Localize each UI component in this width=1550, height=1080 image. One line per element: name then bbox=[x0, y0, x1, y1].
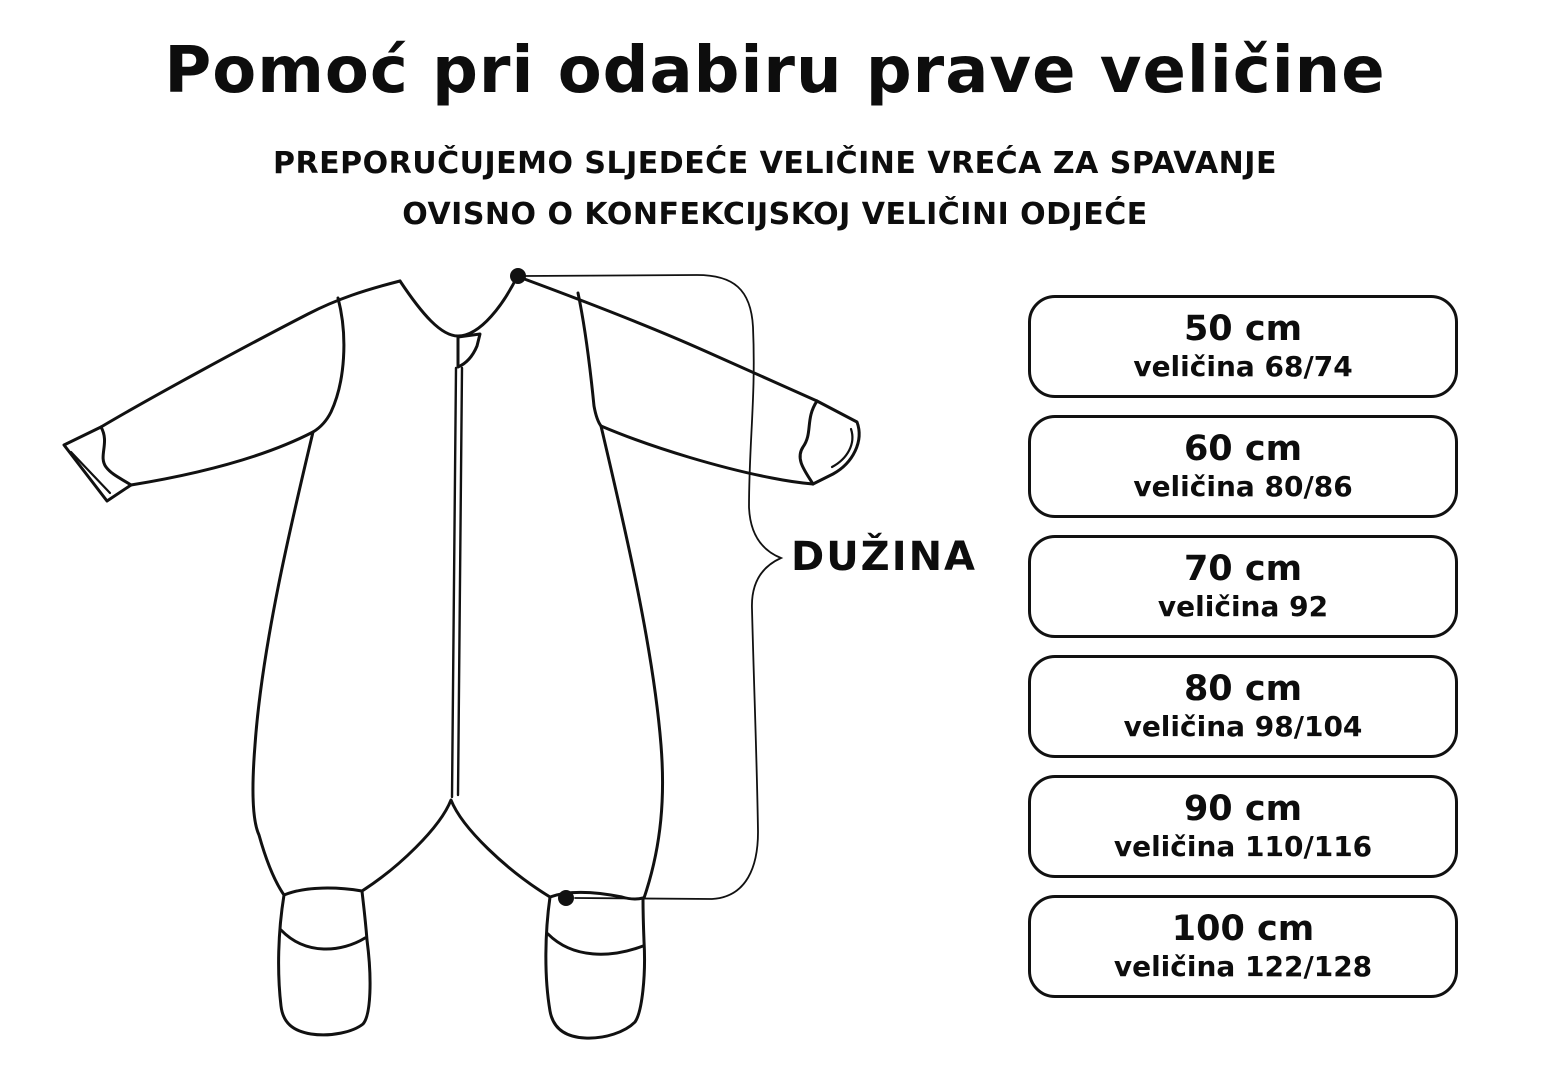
length-measurement-label: DUŽINA bbox=[791, 534, 978, 580]
zipper-line-left bbox=[452, 368, 456, 797]
size-box-60cm bbox=[1028, 415, 1458, 518]
size-box-80cm bbox=[1028, 655, 1458, 758]
clothing-size-value: veličina 98/104 bbox=[1123, 709, 1363, 743]
size-box-90cm bbox=[1028, 775, 1458, 878]
clothing-size-value: veličina 122/128 bbox=[1113, 949, 1373, 983]
left-cuff bbox=[64, 427, 131, 501]
clothing-size-value: veličina 68/74 bbox=[1133, 349, 1353, 383]
left-foot-ankle-band bbox=[281, 930, 365, 949]
bag-length-value: 70 cm bbox=[1183, 549, 1303, 590]
right-foot-ankle-band bbox=[548, 934, 643, 954]
size-box-50cm bbox=[1028, 295, 1458, 398]
crotch-arch bbox=[362, 800, 550, 897]
right-foot bbox=[546, 897, 645, 1038]
left-cuff-seam bbox=[101, 427, 131, 485]
right-sleeve-bottom-edge bbox=[601, 426, 813, 484]
bag-length-value: 90 cm bbox=[1183, 789, 1303, 830]
right-sleeve-top-edge bbox=[519, 277, 817, 401]
bag-length-value: 80 cm bbox=[1183, 669, 1303, 710]
subtitle-line-1: PREPORUČUJEMO SLJEDEĆE VELIČINE VREĆA ZA SPAVANJE bbox=[273, 146, 1277, 181]
left-foot-top-edge bbox=[284, 888, 362, 895]
bag-length-value: 50 cm bbox=[1183, 309, 1303, 350]
left-armhole-seam bbox=[313, 298, 344, 432]
sleeping-bag-drawing bbox=[64, 277, 859, 1038]
size-box-100cm bbox=[1028, 895, 1458, 998]
subtitle-line-2: OVISNO O KONFEKCIJSKOJ VELIČINI ODJEĆE bbox=[402, 197, 1148, 232]
neckline bbox=[400, 277, 517, 336]
clothing-size-value: veličina 80/86 bbox=[1133, 469, 1353, 503]
right-armhole-seam bbox=[578, 293, 601, 426]
left-sleeve-bottom-edge bbox=[131, 432, 313, 485]
measurement-dot-bottom bbox=[558, 890, 574, 906]
torso-right-seam bbox=[601, 426, 663, 898]
left-sleeve-top-edge bbox=[101, 281, 400, 427]
zipper-line-right bbox=[458, 368, 462, 795]
left-foot bbox=[279, 891, 370, 1035]
size-box-70cm bbox=[1028, 535, 1458, 638]
clothing-size-value: veličina 92 bbox=[1157, 589, 1329, 623]
clothing-size-value: veličina 110/116 bbox=[1113, 829, 1373, 863]
zipper-flap bbox=[458, 334, 480, 367]
bag-length-value: 100 cm bbox=[1171, 909, 1315, 950]
torso-left-seam bbox=[253, 432, 313, 895]
right-cuff-seam bbox=[800, 401, 817, 484]
measurement-overlay bbox=[510, 268, 781, 906]
measurement-dot-top bbox=[510, 268, 526, 284]
bag-length-value: 60 cm bbox=[1183, 429, 1303, 470]
page-title: Pomoć pri odabiru prave veličine bbox=[164, 34, 1386, 108]
size-options-list bbox=[1028, 295, 1458, 998]
